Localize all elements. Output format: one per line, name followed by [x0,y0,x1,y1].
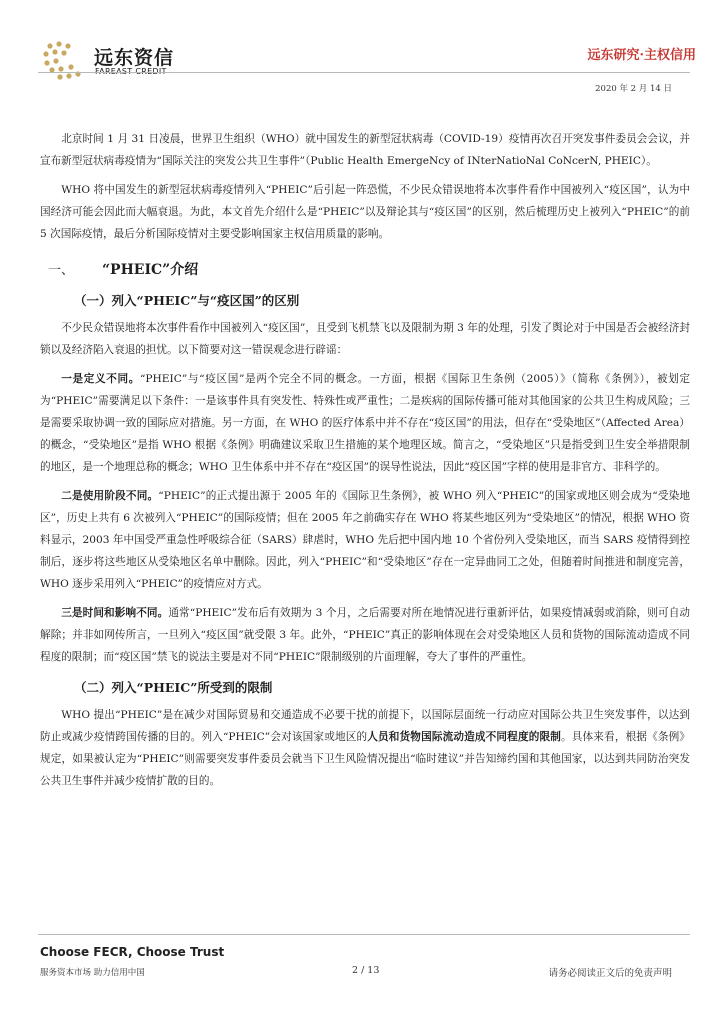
restrictions-text-b: 。具体来看，根据《条例》规定，如果被认定为“PHEIC”则需要突发事件委员会就当下卫生风险情况提出“临时建议”并告知缔约国和其他国家，以达到共同防治突发公共卫生事件并减少疫情扩散的目的。 [40,731,690,787]
time-impact-lead: 三是时间和影响不同。 [61,607,169,619]
restrictions-text-a: WHO 提出“PHEIC”是在减少对国际贸易和交通造成不必要干扰的前提下，以国际层面统一行动应对国际公共卫生突发事件，以达到防止或减少疫情跨国传播的目的。列入“PHEIC”会对该国家或地区的 [40,709,690,743]
subsection-title-1: （一）列入“PHEIC”与“疫区国”的区别 [74,293,300,308]
header-divider [38,72,690,73]
series-title: 远东研究·主权信用 [587,48,696,63]
definition-lead: 一是定义不同。 [61,373,141,385]
brand-name-cn: 远东资信 [94,47,175,69]
footer-slogan: Choose FECR, Choose Trust [40,945,225,959]
definition-paragraph [40,368,690,478]
report-body [40,128,690,799]
section-heading [40,259,690,279]
report-date: 2020 年 2 月 14 日 [595,84,672,94]
subsection-title-2: （二）列入“PHEIC”所受到的限制 [74,680,273,695]
usage-stage-paragraph [40,485,690,595]
footer-disclaimer: 请务必阅读正文后的免责声明 [548,968,672,979]
usage-stage-body: “PHEIC”的正式提出源于 2005 年的《国际卫生条例》，被 WHO 列入“PHEIC”的国家或地区则会成为“受染地区”，历史上共有 6 次被列入“PHEIC”的国际疫情；但在 2005 年之前确实存在 WHO 将某些地区列为“受染地区”的情况，根据 WHO 资料显示，2003 年中国受严重急性呼吸综合征（SARS）肆虐时，WHO 先后把中国内地 10 个省份列入受染地区，而当 SARS 疫情得到控制后，逐步将这些地区从受染地区名单中删除。因此，列入“PHEIC”和“受染地区”存在一定异曲同工之处，但随着时间推进和制度完善，WHO 逐步采用列入“PHEIC”的疫情应对方式。 [40,490,690,590]
restrictions-emphasis: 人员和货物国际流动造成不同程度的限制 [367,731,561,743]
footer-motto: 服务资本市场 助力信用中国 [40,968,145,978]
footer-divider [38,934,690,935]
page-header [0,0,724,104]
time-impact-paragraph [40,602,690,668]
section-number: 一、 [48,263,75,278]
section-title: “PHEIC”介绍 [102,262,199,278]
intro-paragraph-1: 北京时间 1 月 31 日凌晨，世界卫生组织（WHO）就中国发生的新型冠状病毒（COVID-19）疫情再次召开突发事件委员会会议，并宣布新型冠状病毒疫情为“国际关注的突发公共卫生事件”（Public Health EmergeNcy of INterNatioNal CoNcerN, PHEIC）。 [40,133,690,167]
usage-stage-lead: 二是使用阶段不同。 [61,490,159,502]
definition-body: “PHEIC”与“疫区国”是两个完全不同的概念。一方面，根据《国际卫生条例（2005）》（简称《条例》），被划定为“PHEIC”需要满足以下条件：一是该事件具有突发性、特殊性或严重性；二是疾病的国际传播可能对其他国家的公共卫生构成风险；三是需要采取协调一致的国际应对措施。另一方面，在 WHO 的医疗体系中并不存在“疫区国”的用法，但存在“受染地区”（Affected Area）的概念，“受染地区”是指 WHO 根据《条例》明确建议采取卫生措施的某个地理区域。简言之，“受染地区”只是指受到卫生安全举措限制的地区，是一个地理总称的概念；WHO 卫生体系中并不存在“疫区国”的误导性说法，因此“疫区国”字样的使用是非官方、非科学的。 [40,373,691,473]
fareast-logo-icon [42,40,88,80]
intro-paragraph-2: WHO 将中国发生的新型冠状病毒疫情列入“PHEIC”后引起一阵恐慌，不少民众错误地将本次事件看作中国被列入“疫区国”，认为中国经济可能会因此而大幅衰退。为此，本文首先介绍什么是“PHEIC”以及辩论其与“疫区国”的区别，然后梳理历史上被列入“PHEIC”的前 5 次国际疫情，最后分析国际疫情对主要受影响国家主权信用质量的影响。 [40,184,690,240]
restrictions-paragraph [40,704,690,792]
section-paragraph-1: 不少民众错误地将本次事件看作中国被列入“疫区国”，且受到飞机禁飞以及限制为期 3 年的处理，引发了舆论对于中国是否会被经济封锁以及经济陷入衰退的担忧。以下简要对这一错误观念进行辟谣： [40,322,690,356]
page-number: 2 / 13 [352,965,380,976]
time-impact-body: 通常“PHEIC”发布后有效期为 3 个月，之后需要对所在地情况进行重新评估，如果疫情减弱或消除，则可自动解除；并非如网传所言，一旦列入“疫区国”就受限 3 年。此外，“PHEIC”真正的影响体现在会对受染地区人员和货物的国际流动造成不同程度的限制；而“疫区国”禁飞的说法主要是对不同“PHEIC”限制级别的片面理解，夸大了事件的严重性。 [40,607,691,663]
